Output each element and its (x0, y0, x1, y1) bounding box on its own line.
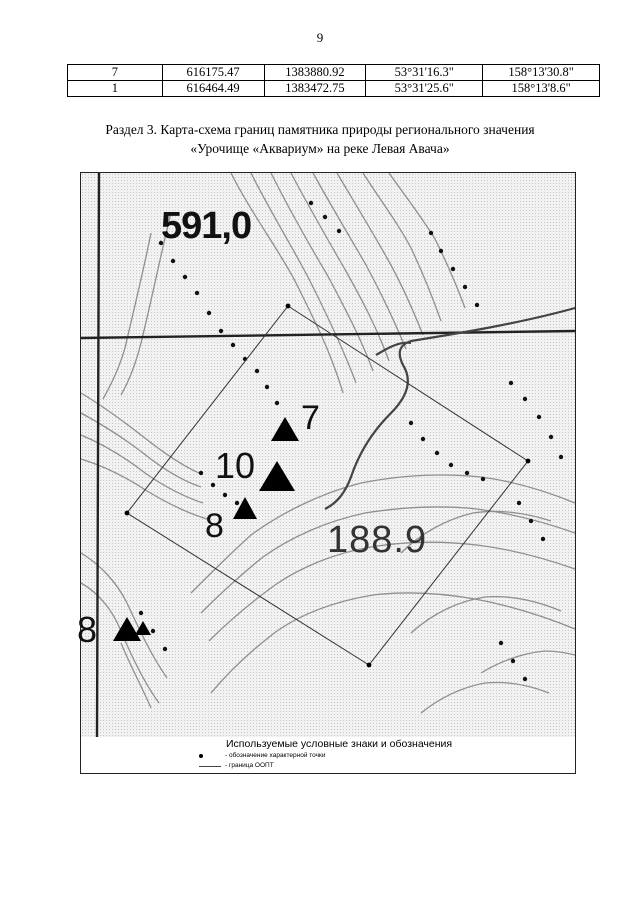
heading-line-2: «Урочище «Аквариум» на реке Левая Авача» (190, 141, 450, 156)
legend-boundary-label: - граница ООПТ (225, 762, 274, 769)
peak-label-8-left: 8 (77, 609, 98, 650)
boundary-line-icon (199, 763, 221, 769)
map-svg (81, 173, 575, 738)
table-cell: 1383880.92 (264, 65, 366, 81)
table-cell: 158°13'30.8" (483, 65, 600, 81)
topographic-map (77, 172, 576, 739)
coordinates-table (67, 64, 600, 97)
table-cell: 1383472.75 (264, 81, 366, 97)
legend-title: Используемые условные знаки и обозначения (226, 738, 453, 750)
table-cell: 616464.49 (162, 81, 264, 97)
elevation-label-188: 188.9 (327, 519, 428, 561)
table-cell: 158°13'8.6" (483, 81, 600, 97)
legend-item-boundary (199, 762, 274, 769)
map-legend (80, 737, 576, 774)
table-row (68, 65, 600, 81)
heading-line-1: Раздел 3. Карта-схема границ памятника природы регионального значения (105, 122, 535, 137)
page-number: 9 (316, 30, 324, 45)
table-cell: 616175.47 (162, 65, 264, 81)
section-heading (0, 120, 640, 158)
elevation-label-591: 591,0 (161, 205, 252, 247)
table-cell: 53°31'25.6" (366, 81, 483, 97)
characteristic-point-dot-icon (199, 753, 221, 759)
peak-label-7: 7 (301, 399, 320, 437)
legend-item-point (199, 752, 326, 759)
table-cell: 1 (68, 81, 163, 97)
peak-label-8: 8 (205, 507, 224, 545)
table-row (68, 81, 600, 97)
legend-point-label: - обозначение характерной точки (225, 752, 326, 759)
table-cell: 53°31'16.3" (366, 65, 483, 81)
peak-label-10: 10 (215, 445, 256, 486)
table-cell: 7 (68, 65, 163, 81)
